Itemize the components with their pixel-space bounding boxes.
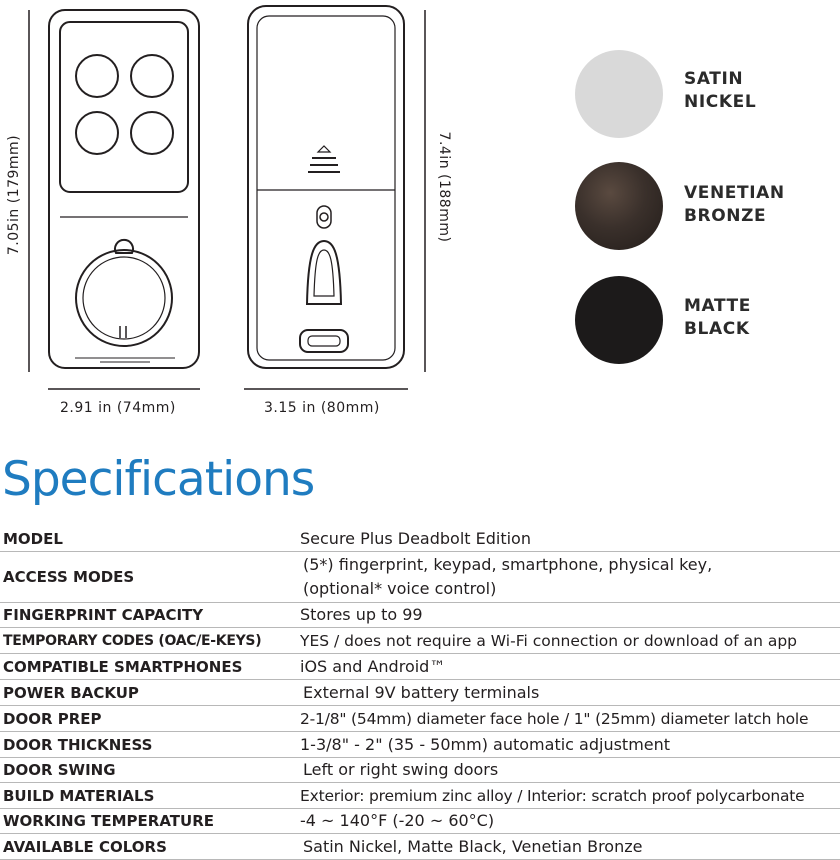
spec-label: MODEL [3, 530, 63, 548]
keypad-button-1 [76, 55, 118, 97]
back-lock-illustration [244, 4, 410, 374]
spec-label: FINGERPRINT CAPACITY [3, 606, 204, 624]
front-lock-body [49, 10, 199, 368]
spec-label: WORKING TEMPERATURE [3, 812, 214, 830]
back-lock-body [248, 6, 404, 368]
spec-value: YES / does not require a Wi-Fi connection or download of an app [300, 631, 797, 650]
spec-value: 2-1/8" (54mm) diameter face hole / 1" (25mm) diameter latch hole [300, 709, 809, 728]
spec-label: DOOR SWING [3, 761, 116, 779]
spec-value: 1-3/8" - 2" (35 - 50mm) automatic adjustment [300, 734, 671, 754]
matte-black-swatch [575, 276, 663, 364]
color-name-line2: NICKEL [684, 92, 757, 112]
venetian-bronze-swatch [575, 162, 663, 250]
spec-value: Stores up to 99 [300, 605, 423, 624]
back-height-dimension-line [422, 10, 428, 372]
color-name-line1: MATTE [684, 296, 751, 316]
back-height-label: 7.4in (188mm) [436, 131, 452, 243]
spec-value: Satin Nickel, Matte Black, Venetian Bronze [303, 836, 643, 856]
color-name-line2: BRONZE [684, 206, 767, 226]
front-height-label: 7.05in (179mm) [6, 134, 22, 256]
spec-row-power-backup [0, 680, 840, 706]
keypad-button-2 [131, 55, 173, 97]
spec-row-door-prep [0, 706, 840, 732]
spec-label: POWER BACKUP [3, 683, 139, 702]
front-keypad-panel [60, 22, 188, 192]
front-lock-illustration [40, 8, 210, 380]
spec-value: Left or right swing doors [303, 760, 499, 779]
spec-row-available-colors [0, 834, 840, 860]
spec-label: TEMPORARY CODES (OAC/E-KEYS) [3, 632, 262, 649]
spec-label: DOOR THICKNESS [3, 735, 153, 754]
specifications-title: Specifications [2, 452, 315, 507]
spec-value: Secure Plus Deadbolt Edition [300, 529, 531, 548]
satin-nickel-label [684, 68, 756, 114]
satin-nickel-swatch [575, 50, 663, 138]
back-width-dimension-line [244, 386, 408, 392]
front-width-label: 2.91 in (74mm) [60, 400, 176, 416]
spec-label: AVAILABLE COLORS [3, 837, 167, 856]
color-name-line1: SATIN [684, 69, 744, 89]
spec-value: iOS and Android™ [300, 656, 446, 676]
spec-row-fingerprint-capacity [0, 603, 840, 628]
spec-label: ACCESS MODES [3, 568, 135, 586]
spec-row-model [0, 527, 840, 552]
battery-cover-arrow-icon [318, 146, 330, 152]
front-height-dimension-line [26, 10, 32, 372]
spec-label: DOOR PREP [3, 709, 102, 728]
spec-value: External 9V battery terminals [303, 682, 540, 702]
spec-label: COMPATIBLE SMARTPHONES [3, 657, 243, 676]
front-width-dimension-line [48, 386, 200, 392]
keyhole-ring [76, 250, 172, 346]
back-width-label: 3.15 in (80mm) [264, 400, 380, 416]
spec-row-build-materials [0, 783, 840, 809]
battery-terminal [300, 330, 348, 352]
spec-row-access-modes [0, 552, 840, 603]
venetian-bronze-label [684, 182, 785, 228]
specifications-table [0, 527, 840, 860]
matte-black-label [684, 295, 751, 341]
spec-row-door-thickness [0, 732, 840, 758]
keypad-button-4 [131, 112, 173, 154]
spec-value: (5*) fingerprint, keypad, smartphone, physical key, (optional* voice control) [303, 555, 713, 598]
color-name-line2: BLACK [684, 319, 750, 339]
thumb-switch [317, 206, 331, 228]
spec-row-door-swing [0, 758, 840, 783]
color-name-line1: VENETIAN [684, 183, 785, 203]
spec-label: BUILD MATERIALS [3, 786, 155, 805]
spec-row-working-temperature [0, 809, 840, 834]
keypad-button-3 [76, 112, 118, 154]
spec-row-compatible-smartphones [0, 654, 840, 680]
spec-row-temporary-codes [0, 628, 840, 654]
spec-value: Exterior: premium zinc alloy / Interior: scratch proof polycarbonate [300, 786, 805, 805]
spec-value: -4 ~ 140°F (-20 ~ 60°C) [300, 811, 495, 830]
